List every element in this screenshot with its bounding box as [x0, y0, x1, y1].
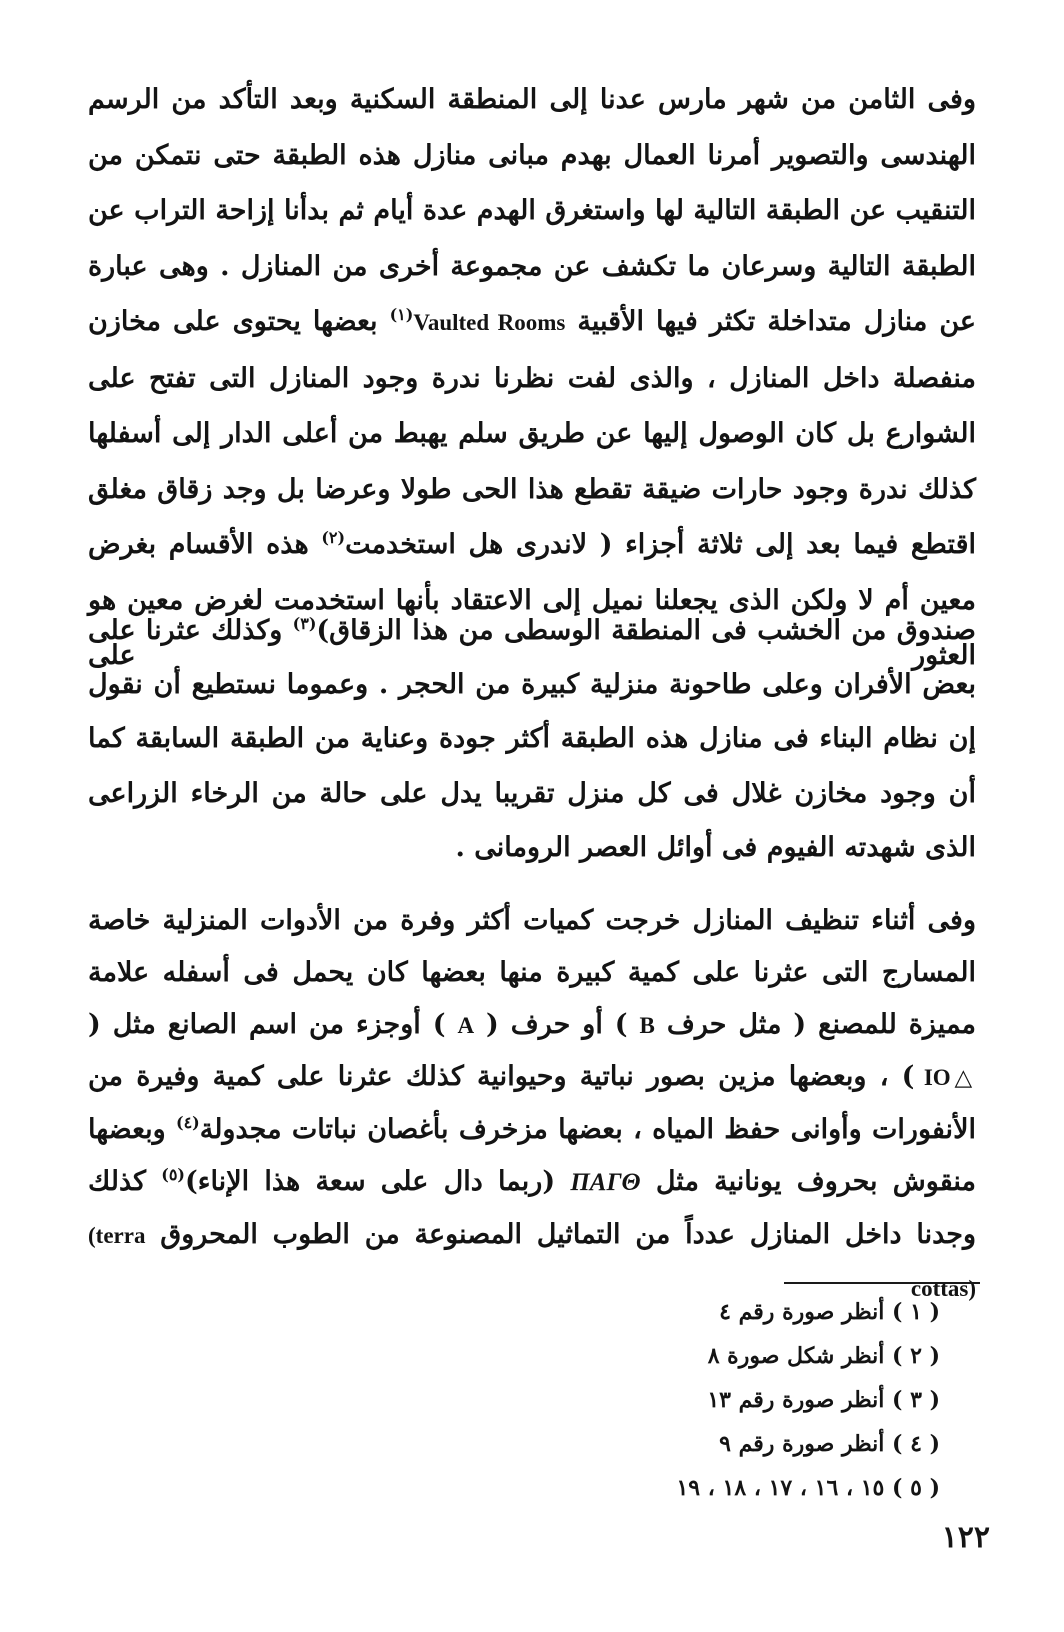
paragraph-1-text-1: وفى الثامن من شهر مارس عدنا إلى المنطقة السكنية وبعد التأكد من الرسم الهندسى والتصوير أمرنا العمال بهدم مبانى منازل هذه الطبقة حتى نتمكن من التنقيب عن الطبقة التالية لها واستغرق الهدم عدة أيام ثم بدأنا إزاحة التراب عن الطبقة التالية وسرعان ما تكشف عن مجموعة أخرى من المنازل . وهى عبارة عن منازل متداخلة تكثر فيها الأقبية: [88, 84, 977, 337]
footnote-separator: [784, 1282, 980, 1284]
paragraph-3-text-5: وبعضها منقوش بحروف يونانية مثل: [88, 1114, 976, 1197]
footnotes: [150, 1290, 940, 1510]
footnote-5: ( ٥ ) ١٥ ، ١٦ ، ١٧ ، ١٨ ، ١٩: [676, 1475, 940, 1501]
terra-cottas-term: (terra cottas): [88, 1222, 976, 1301]
paragraph-3-text-2: ) أو حرف (: [474, 1008, 640, 1040]
footnote-ref-4: (٤): [175, 1113, 200, 1133]
greek-word: ΠΑΓΘ: [570, 1168, 641, 1196]
paragraph-1: [88, 72, 976, 684]
paragraph-2: [88, 604, 976, 875]
paragraph-2-text-2: وكذلك عثرنا على بعض الأفران وعلى طاحونة منزلية كبيرة من الحجر . وعموما نستطيع أن نقول إن نظام البناء فى منازل هذه الطبقة أكثر جودة وعناية من الطبقة السابقة كما أن وجود مخازن غلال فى كل منزل تقريبا يدل على حالة من الرخاء الزراعى الذى شهدته الفيوم فى أوائل العصر الرومانى .: [88, 615, 976, 863]
paragraph-1-text-2: بعضها يحتوى على مخازن منفصلة داخل المنازل ، والذى لفت نظرنا ندرة وجود المنازل التى تفتح على الشوارع بل كان الوصول إليها عن طريق سلم يهبط من أعلى الدار إلى أسفلها كذلك ندرة وجود حارات ضيقة تقطع هذا الحى طولا وعرضا بل وجد زقاق مغلق اقتطع فيما بعد إلى ثلاثة أجزاء ( لاندرى هل استخدمت: [88, 306, 976, 560]
paragraph-3: [88, 895, 976, 1314]
footnote-1: ( ١ ) أنظر صورة رقم ٤: [719, 1299, 940, 1325]
paragraph-3-text-3: ) أوجزء من اسم الصانع مثل (: [88, 1008, 458, 1040]
paragraph-3-text-4: ) ، وبعضها مزين بصور نباتية وحيوانية كذلك عثرنا على كمية وفيرة من الأنفورات وأوانى حفظ المياه ، بعضها مزخرف بأغصان نباتات مجدولة: [88, 1061, 976, 1146]
vaulted-rooms-term: Vaulted Rooms: [413, 310, 566, 335]
footnote-2: ( ٢ ) أنظر شكل صورة ٨: [707, 1343, 940, 1369]
paragraph-3-text-7: كذلك وجدنا داخل المنازل عدداً من التماثيل المصنوعة من الطوب المحروق: [88, 1165, 976, 1250]
page-number: ١٢٢: [941, 1520, 990, 1555]
paragraph-3-text-1: وفى أثناء تنظيف المنازل خرجت كميات أكثر وفرة من الأدوات المنزلية خاصة المسارج التى عثرنا على كمية كبيرة منها بعضها كان يحمل فى أسفله علامة مميزة للمصنع ( مثل حرف: [88, 905, 977, 1040]
letter-b: B: [639, 1012, 655, 1038]
letter-alpha: A: [457, 1012, 475, 1038]
footnote-ref-5: (٥): [161, 1164, 185, 1184]
footnote-4: ( ٤ ) أنظر صورة رقم ٩: [719, 1431, 940, 1457]
footnote-3: ( ٣ ) أنظر صورة رقم ١٣: [707, 1387, 940, 1413]
footnote-ref-1: (١): [389, 305, 414, 324]
footnote-ref-3: (٣): [292, 614, 317, 633]
footnote-ref-2: (٢): [321, 528, 346, 547]
paragraph-2-text-1: صندوق من الخشب فى المنطقة الوسطى من هذا الزقاق): [316, 615, 976, 646]
paragraph-3-text-6: (ربما دال على سعة هذا الإناء): [184, 1165, 571, 1197]
paragraph-1-text-3: هذه الأقسام بغرض معين أم لا ولكن الذى يجعلنا نميل إلى الاعتقاد بأنها استخدمت لغرض معين هو العثور على: [88, 529, 976, 671]
letters-io: IO△: [923, 1065, 976, 1091]
